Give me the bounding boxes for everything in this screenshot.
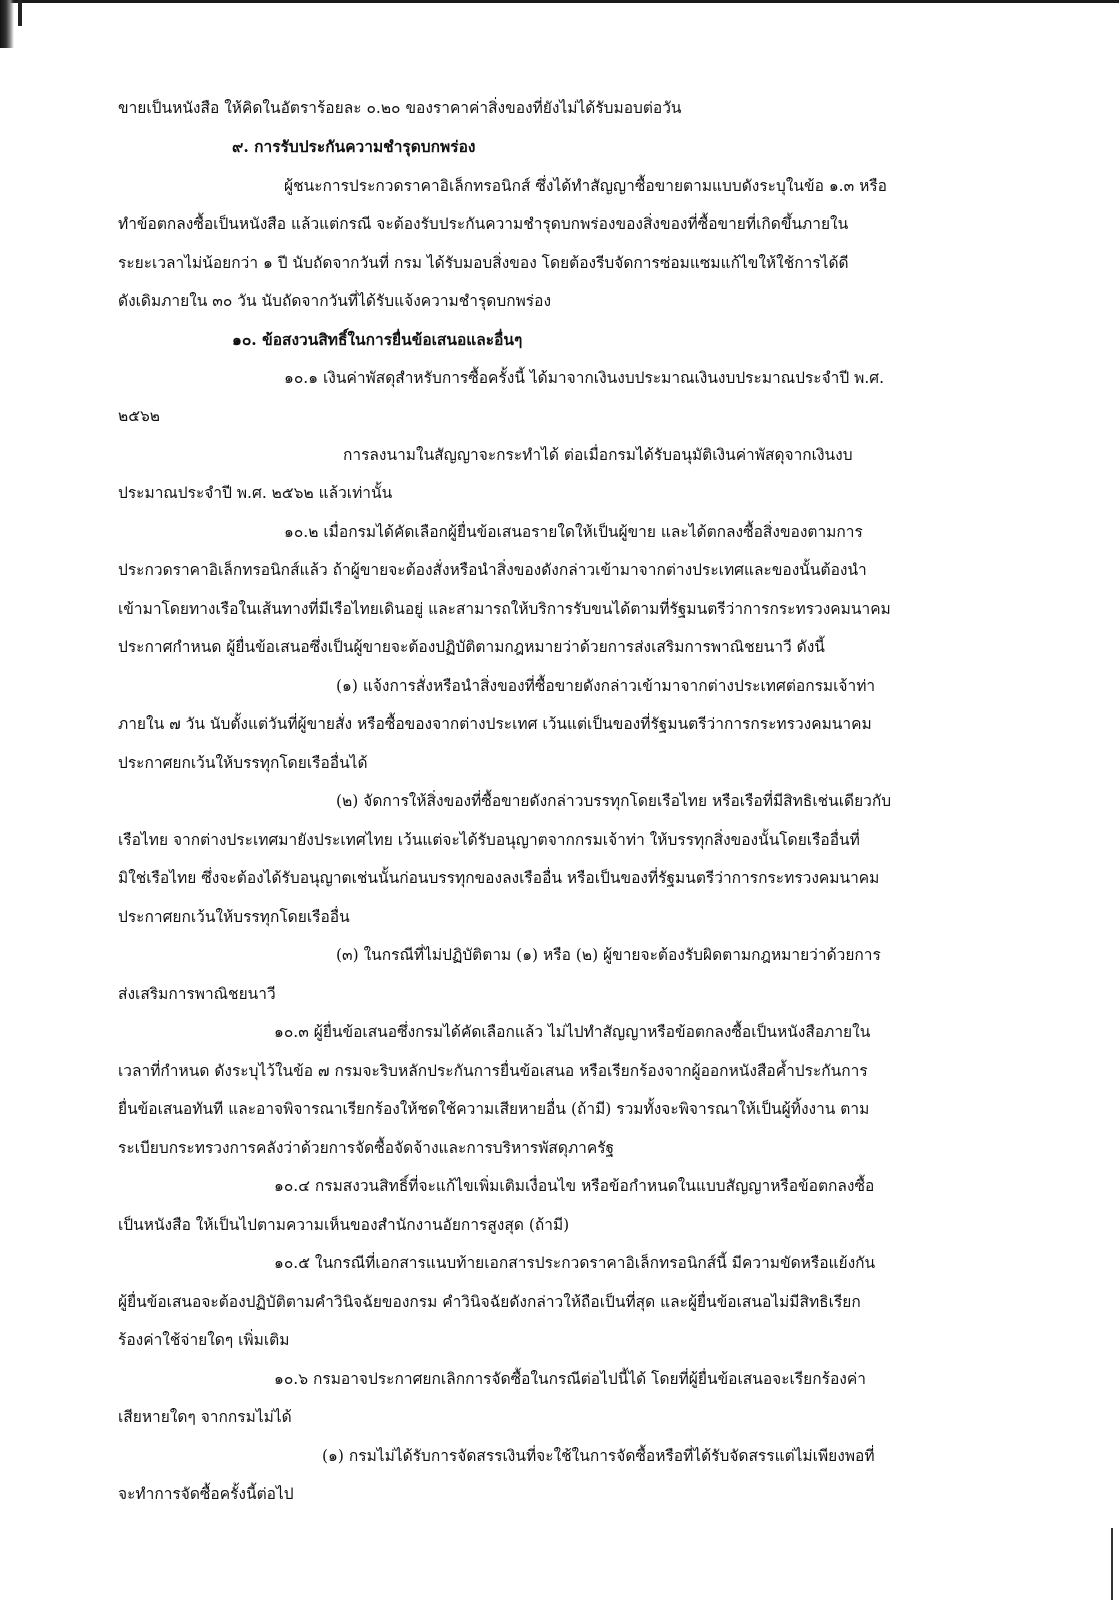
body-line: ประมาณประจำปี พ.ศ. ๒๕๖๒ แล้วเท่านั้น <box>118 484 393 502</box>
scan-edge-top <box>0 0 1119 3</box>
scan-binding-mark <box>0 0 14 48</box>
clause-line: ๑๐.๓ ผู้ยื่นข้อเสนอซึ่งกรมได้คัดเลือกแล้ว ไม่ไปทำสัญญาหรือข้อตกลงซื้อเป็นหนังสือภายใน <box>274 1023 871 1041</box>
body-line: ขายเป็นหนังสือ ให้คิดในอัตราร้อยละ ๐.๒๐ ของราคาค่าสิ่งของที่ยังไม่ได้รับมอบต่อวัน <box>118 99 682 117</box>
body-line: เสียหายใดๆ จากกรมไม่ได้ <box>118 1408 292 1426</box>
clause-line: ๑๐.๖ กรมอาจประกาศยกเลิกการจัดซื้อในกรณีต่อไปนี้ได้ โดยที่ผู้ยื่นข้อเสนอจะเรียกร้องค่า <box>274 1370 866 1388</box>
body-line: เรือไทย จากต่างประเทศมายังประเทศไทย เว้นแต่จะได้รับอนุญาตจากกรมเจ้าท่า ให้บรรทุกสิ่งของนั้นโดยเรืออื่นที่ <box>118 831 860 849</box>
subclause-line: (๑) กรมไม่ได้รับการจัดสรรเงินที่จะใช้ในการจัดซื้อหรือที่ได้รับจัดสรรแต่ไม่เพียงพอที่ <box>322 1447 875 1465</box>
body-line: ผู้ชนะการประกวดราคาอิเล็กทรอนิกส์ ซึ่งได้ทำสัญญาซื้อขายตามแบบดังระบุในข้อ ๑.๓ หรือ <box>284 177 887 195</box>
body-line: เข้ามาโดยทางเรือในเส้นทางที่มีเรือไทยเดินอยู่ และสามารถให้บริการรับขนได้ตามที่รัฐมนตรีว่าการกระทรวงคมนาคม <box>118 600 891 618</box>
body-line: ร้องค่าใช้จ่ายใดๆ เพิ่มเติม <box>118 1331 290 1349</box>
body-line: ประกาศยกเว้นให้บรรทุกโดยเรืออื่นได้ <box>118 754 368 772</box>
body-line: ทำข้อตกลงซื้อเป็นหนังสือ แล้วแต่กรณี จะต้องรับประกันความชำรุดบกพร่องของสิ่งของที่ซื้อขายที่เกิดขึ้นภายใน <box>118 215 849 233</box>
clause-line: ๑๐.๒ เมื่อกรมได้คัดเลือกผู้ยื่นข้อเสนอรายใดให้เป็นผู้ขาย และได้ตกลงซื้อสิ่งของตามการ <box>284 523 863 541</box>
body-line: ๒๕๖๒ <box>118 407 161 425</box>
body-line: ส่งเสริมการพาณิชยนาวี <box>118 985 276 1003</box>
body-line: ยื่นข้อเสนอทันที และอาจพิจารณาเรียกร้องให้ชดใช้ความเสียหายอื่น (ถ้ามี) รวมทั้งจะพิจารณาให้เป็นผู้ทิ้งงาน ตาม <box>118 1100 870 1118</box>
body-line: จะทำการจัดซื้อครั้งนี้ต่อไป <box>118 1485 294 1503</box>
body-line: ประกาศยกเว้นให้บรรทุกโดยเรืออื่น <box>118 908 350 926</box>
body-line: ระยะเวลาไม่น้อยกว่า ๑ ปี นับถัดจากวันที่ กรม ได้รับมอบสิ่งของ โดยต้องรีบจัดการซ่อมแซมแก้ไขให้ใช้การได้ดี <box>118 254 849 272</box>
clause-line: ๑๐.๔ กรมสงวนสิทธิ์ที่จะแก้ไขเพิ่มเติมเงื่อนไข หรือข้อกำหนดในแบบสัญญาหรือข้อตกลงซื้อ <box>274 1177 875 1195</box>
body-line: ระเบียบกระทรวงการคลังว่าด้วยการจัดซื้อจัดจ้างและการบริหารพัสดุภาครัฐ <box>118 1139 615 1157</box>
subclause-line: (๓) ในกรณีที่ไม่ปฏิบัติตาม (๑) หรือ (๒) ผู้ขายจะต้องรับผิดตามกฎหมายว่าด้วยการ <box>336 946 881 964</box>
scan-binding-notch <box>18 0 22 26</box>
body-line: เป็นหนังสือ ให้เป็นไปตามความเห็นของสำนักงานอัยการสูงสุด (ถ้ามี) <box>118 1216 570 1234</box>
subclause-line: (๑) แจ้งการสั่งหรือนำสิ่งของที่ซื้อขายดังกล่าวเข้ามาจากต่างประเทศต่อกรมเจ้าท่า <box>336 677 876 695</box>
body-line: ภายใน ๗ วัน นับตั้งแต่วันที่ผู้ขายสั่ง หรือซื้อของจากต่างประเทศ เว้นแต่เป็นของที่รัฐมนตรีว่าการกระทรวงคมนาคม <box>118 715 872 733</box>
subclause-line: (๒) จัดการให้สิ่งของที่ซื้อขายดังกล่าวบรรทุกโดยเรือไทย หรือเรือที่มีสิทธิเช่นเดียวกับ <box>336 792 892 810</box>
body-line: การลงนามในสัญญาจะกระทำได้ ต่อเมื่อกรมได้รับอนุมัติเงินค่าพัสดุจากเงินงบ <box>343 446 853 464</box>
section-heading: ๙. การรับประกันความชำรุดบกพร่อง <box>232 137 476 156</box>
body-line: ผู้ยื่นข้อเสนอจะต้องปฏิบัติตามคำวินิจฉัยของกรม คำวินิจฉัยดังกล่าวให้ถือเป็นที่สุด และผู้ยื่นข้อเสนอไม่มีสิทธิเรียก <box>118 1293 861 1311</box>
section-heading: ๑๐. ข้อสงวนสิทธิ์ในการยื่นข้อเสนอและอื่นๆ <box>232 330 523 349</box>
clause-line: ๑๐.๕ ในกรณีที่เอกสารแนบท้ายเอกสารประกวดราคาอิเล็กทรอนิกส์นี้ มีความขัดหรือแย้งกัน <box>274 1254 876 1272</box>
scan-edge-right <box>1111 1528 1113 1600</box>
body-line: ดังเดิมภายใน ๓๐ วัน นับถัดจากวันที่ได้รับแจ้งความชำรุดบกพร่อง <box>118 292 552 310</box>
body-line: ประกวดราคาอิเล็กทรอนิกส์แล้ว ถ้าผู้ขายจะต้องสั่งหรือนำสิ่งของดังกล่าวเข้ามาจากต่างประเทศและของนั้นต้องนำ <box>118 561 867 579</box>
body-line: เวลาที่กำหนด ดังระบุไว้ในข้อ ๗ กรมจะริบหลักประกันการยื่นข้อเสนอ หรือเรียกร้องจากผู้ออกหนังสือค้ำประกันการ <box>118 1062 868 1080</box>
body-line: ประกาศกำหนด ผู้ยื่นข้อเสนอซึ่งเป็นผู้ขายจะต้องปฏิบัติตามกฎหมายว่าด้วยการส่งเสริมการพาณิชยนาวี ดังนี้ <box>118 638 825 656</box>
body-line: มิใช่เรือไทย ซึ่งจะต้องได้รับอนุญาตเช่นนั้นก่อนบรรทุกของลงเรืออื่น หรือเป็นของที่รัฐมนตรีว่าการกระทรวงคมนาคม <box>118 869 880 887</box>
clause-line: ๑๐.๑ เงินค่าพัสดุสำหรับการซื้อครั้งนี้ ได้มาจากเงินงบประมาณเงินงบประมาณประจำปี พ.ศ. <box>284 369 885 387</box>
